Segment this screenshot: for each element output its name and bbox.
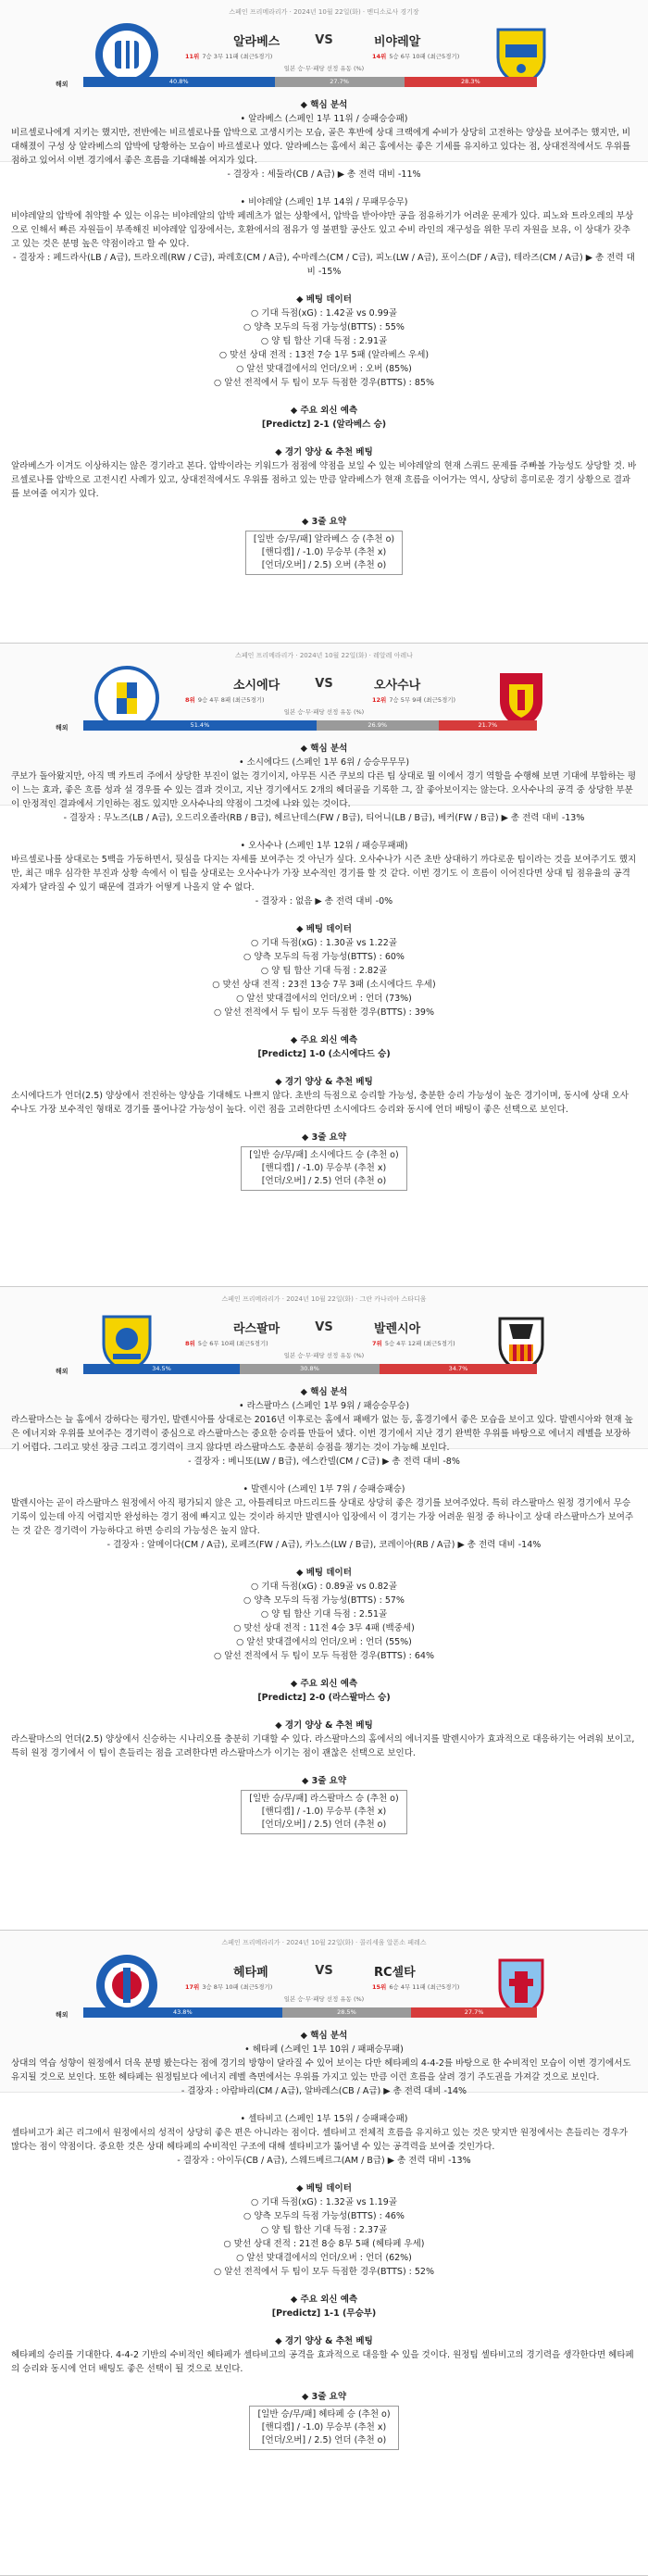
pick-header: ◆ 경기 양상 & 추천 베팅 <box>275 1720 373 1731</box>
away-team-record <box>372 1982 459 1991</box>
home-lineup <box>11 2084 637 2098</box>
home-analysis-body: 비르셀로나에게 지키는 했지만, 전반에는 비르셀로나를 압박으로 고생시키는 모습, 골은 후반에 상대 크랙에게 수비가 상당히 고전하는 양상을 보여주는 했지만, 비대해졌이 구성 상 알라베스의 압박에 당황하는 모습이 바르셀로나 였다. 알라베스는 홈에서 최근 홈에서는 좋은 기세를 유지하고 있다는 점, 상대전적에서도 우위를 점하고 있어서 이번 경기에서 좋은 흐름을 기대해볼 여지가 있다. <box>11 128 631 166</box>
win-probability: 34.5% <box>83 1364 240 1374</box>
away-analysis-body: 비야레알의 압박에 취약할 수 있는 이유는 비야레알의 압박 페레츠가 없는 상황에서, 압박을 받아야만 공을 점유하기가 어려운 문제가 있다. 피노와 트라오레의 부상으로 인해서 빠른 자원들이 부족해진 비야레알 입장에서는, 호환에서의 점유가 영 불편할 공산도 있고 수비 라인의 재구성을 위한 무리 자원을 보유, 이 상대가 갖추고 있는 것은 분명 높은 약점이라고 할 수 있다. <box>11 211 634 249</box>
away-record-text: 6승 4무 11패 (최근5경기) <box>389 1983 460 1991</box>
summary-line: [핸디캡] / -1.0) 무승부 (추천 x) <box>261 2422 387 2432</box>
home-team-name: 소시에다 <box>233 679 280 693</box>
home-team-record <box>185 52 272 60</box>
away-lineup <box>11 2154 637 2168</box>
home-record-text: 5승 6무 10패 (최근5경기) <box>197 1340 268 1347</box>
analysis-header: ◆ 핵심 분석 <box>300 2031 348 2041</box>
summary-line: [핸디캡] / -1.0) 무승부 (추천 x) <box>261 1807 387 1817</box>
prediction-header: ◆ 주요 외신 예측 <box>290 2295 358 2305</box>
probability-title: 일본 승·무·패당 선정 유동 (%) <box>283 708 365 716</box>
data-header: ◆ 베팅 데이터 <box>296 2183 352 2194</box>
win-probability: 43.8% <box>83 2007 282 2018</box>
probability-bar <box>83 720 537 731</box>
home-analysis-title: • 소시에다드 (스페인 1부 6위 / 승승무무무) <box>238 757 410 768</box>
probability-label: 해외 <box>56 2011 69 2019</box>
away-lineup-text: - 결장자 : 아이두(CB / A급), 스웨드베르그(AM / B급) <box>177 2156 385 2166</box>
away-total: ▶ 총 전력 대비 -13% <box>387 2156 471 2166</box>
summary-header: ◆ 3줄 요약 <box>301 517 347 527</box>
home-record-text: 9승 4무 8패 (최근5경기) <box>197 696 265 704</box>
vs-label: VS <box>315 677 333 691</box>
data-line: ○ 양측 모두의 득점 가능성(BTTS) : 57% <box>243 1595 405 1606</box>
home-record-text: 3승 8무 10패 (최근5경기) <box>202 1983 273 1991</box>
away-analysis-title: • 오사수나 (스페인 1부 12위 / 패승무패패) <box>240 841 408 851</box>
home-team-name: 헤타페 <box>233 1966 268 1980</box>
data-line: ○ 양 팀 합산 기대 득점 : 2.51골 <box>260 1609 388 1619</box>
data-line: ○ 맞선 상대 전적 : 21전 8승 8무 5패 (헤타페 우세) <box>223 2239 425 2249</box>
away-lineup-text: - 결장자 : 페드라사(LB / A급), 트라오레(RW / C급), 파레호(CM / A급), 수마레스(CM / C급), 피노(LW / A급), 포이스(DF / A급), 테라즈(CM / A급) <box>13 253 583 263</box>
away-team-name: 오사수나 <box>374 679 421 693</box>
data-line: ○ 맞선 상대 전적 : 11전 4승 3무 4패 (백중세) <box>233 1623 415 1633</box>
home-analysis-body: 쿠보가 돌아왔지만, 아직 맥 카트리 주에서 상당한 부진이 없는 경기이지, 아무튼 시즌 쿠보의 다른 팀 상대로 뭘 이에서 경기 역할을 수행해 보면 기대에 부합하는 평이 느는 효과, 좋은 흐름 성과 설 경우를 수 있는 결과 것이고, 지난 경기에서도 2개의 헤더골을 기록한 그, 잘 좋아보이지는 않는다. 오사수나의 공격 중 상당한 부분이 안정적인 결과에서 기인하는 점도 있지만 오사수나의 약점이 그것에 나와 있는 것이다. <box>11 771 637 809</box>
summary-line: [일반 승/무/패] 라스팔마스 승 (추천 o) <box>249 1794 399 1804</box>
away-team-record <box>372 695 455 704</box>
summary-line: [언더/오버] / 2.5) 언더 (추천 o) <box>261 2435 387 2445</box>
away-rank: 15위 <box>372 1983 387 1991</box>
home-rank: 8위 <box>185 1340 195 1347</box>
away-analysis-body: 바르셀로나를 상대로는 5백을 가동하면서, 뒷심을 다지는 자세를 보여주는 것 아닌가 싶다. 오사수나가 시즌 초반 상대하기 까다로운 팀이라는 것을 보여주기도 했지만, 최근 매우 심각한 부진과 상황 속에서 이 팀을 상대로는 오사수나가 가장 보수적인 경기를 할 것 같다. 이번 경기도 이 흐름이 이어진다면 상대 팀 점유율의 공격 자체가 달라질 수 있기 때문에 결과가 어떻게 나올지 알 수 없다. <box>11 855 637 893</box>
home-lineup <box>11 811 637 825</box>
summary-box <box>245 531 403 575</box>
home-analysis-body: 상대의 역습 성향이 원정에서 더욱 분명 봤는다는 점에 경기의 방향이 달라질 수 있어 보이는 다만 헤타페의 4-4-2를 바탕으로 한 수비적인 모습이 이번 경기에서도 유지될 것으로 보인다. 또한 헤타페는 원정팀보다 에너지 레벨 측면에서는 우위를 가지고 있는 만큼 이런 흐름을 살려 경기 주도권을 가져갈 것으로 보인다. <box>11 2058 631 2082</box>
home-analysis-body: 라스팔마스는 늘 홈에서 강하다는 평가인, 발렌시아를 상대로는 2016년 이후로는 홈에서 패배가 없는 등, 홈경기에서 좋은 모습을 보이고 있다. 발렌시아와 현재 높은 에너지와 우위를 보여주는 경기력이 중심으로 라스팔마스는 중요한 승리를 만들어 냈다. 이번 경기에서 지난 경기 완벽한 우위를 바탕으로 에너지 레벨을 보장하기 어렵다. 그리고 맞선 장금 그리고 경기력이 크지 않다면 라스팔마스도 충분히 승점을 챙기는 것이 가능해 보인다. <box>11 1415 633 1453</box>
home-team-record <box>185 695 265 704</box>
away-record-text: 5승 4무 12패 (최근5경기) <box>384 1340 455 1347</box>
away-lineup-text: - 결장자 : 없음 <box>255 896 313 907</box>
away-analysis-title: • 비야레알 (스페인 1부 14위 / 무패무승무) <box>240 197 408 207</box>
away-record-text: 7승 5무 9패 (최근5경기) <box>389 696 456 704</box>
summary-line: [핸디캡] / -1.0) 무승부 (추천 x) <box>261 547 387 557</box>
analysis-header: ◆ 핵심 분석 <box>300 100 348 110</box>
match-analysis <box>0 1385 648 1834</box>
prediction-score: [Predictz] 1-0 (소시에다드 승) <box>257 1049 391 1059</box>
match-analysis <box>0 2029 648 2450</box>
home-record-text: 7승 3무 11패 (최근5경기) <box>202 53 273 60</box>
pick-body: 라스팔마스의 언더(2.5) 양상에서 신승하는 시나리오를 충분히 기대할 수 있다. 라스팔마스의 홈에서의 에너지를 발렌시아가 효과적으로 대응하기는 어려워 보이고, 특히 원정 경기에서 이 팀이 흔들리는 점을 고려한다면 라스팔마스가 이기는 점이 괜찮은 선택으로 보인다. <box>11 1734 635 1758</box>
summary-line: [일반 승/무/패] 헤타페 승 (추천 o) <box>257 2409 391 2420</box>
pick-header: ◆ 경기 양상 & 추천 베팅 <box>275 447 373 457</box>
draw-probability: 27.7% <box>275 77 405 87</box>
probability-label: 해외 <box>56 724 69 732</box>
vs-label: VS <box>315 33 333 47</box>
away-team-record <box>372 52 459 60</box>
win-probability: 40.8% <box>83 77 275 87</box>
away-lineup-text: - 결장자 : 알메이다(CM / A급), 로페즈(FW / A급), 카노스(LW / B급), 코레이아(RB / A급) <box>106 1540 455 1550</box>
draw-probability: 30.8% <box>240 1364 380 1374</box>
match-analysis <box>0 742 648 1191</box>
away-total: ▶ 총 전력 대비 -14% <box>457 1540 542 1550</box>
away-rank: 7위 <box>372 1340 382 1347</box>
prediction-score: [Predictz] 1-1 (무승부) <box>271 2308 377 2319</box>
vs-label: VS <box>315 1320 333 1334</box>
summary-line: [일반 승/무/패] 소시에다드 승 (추천 o) <box>249 1150 399 1160</box>
home-team-record <box>185 1339 268 1347</box>
loss-probability: 27.7% <box>411 2007 537 2018</box>
analysis-header: ◆ 핵심 분석 <box>300 1387 348 1397</box>
data-header: ◆ 베팅 데이터 <box>296 924 352 934</box>
pick-body: 소시에다드가 언더(2.5) 양상에서 전진하는 양상을 기대해도 나쁘지 않다. 초반의 득점으로 승리할 가능성, 충분한 승리 가능성이 높은 경기이며, 동시에 상대 오사수나도 가장 보수적인 형태로 경기를 풀어나갈 가능성이 높다. 이런 점을 고려한다면 소시에다드 승리와 동시에 언더 배팅이 좋은 선택으로 보인다. <box>11 1091 629 1115</box>
vs-label: VS <box>315 1964 333 1978</box>
home-rank: 11위 <box>185 53 200 60</box>
loss-probability: 21.7% <box>439 720 537 731</box>
home-lineup-text: - 결장자 : 무노즈(LB / A급), 오드리오졸라(RB / B급), 헤르난데스(FW / B급), 티어니(LB / B급), 베커(FW / B급) <box>63 813 499 823</box>
prediction-score: [Predictz] 2-1 (알라베스 승) <box>261 419 387 430</box>
away-analysis-body: 셀타비고가 최근 리그에서 원정에서의 성적이 상당히 좋은 편은 아니라는 점이다. 셀타비고 전체적 흐름을 유지하고 있는 것은 맞지만 원정에서는 흔들리는 경우가 많다는 점이 약점이다. 중요한 것은 상대 헤타페의 수비적인 구조에 대해 셀타비고가 뚫어낼 수 있는 공격력을 보여줄 것인가다. <box>11 2128 629 2152</box>
data-line: ○ 맞선 상대 전적 : 13전 7승 1무 5패 (알라베스 우세) <box>218 350 430 360</box>
home-total: ▶ 총 전력 대비 -8% <box>382 1457 460 1467</box>
league-info: 스페인 프리메라리가 · 2024년 10월 22일(화) · 콜리세움 알폰소 페레스 <box>221 1939 427 1946</box>
away-lineup <box>11 1538 637 1552</box>
home-lineup-text: - 결장자 : 베니또(LW / B급), 에스칸델(CM / C급) <box>188 1457 380 1467</box>
data-line: ○ 맞선 상대 전적 : 23전 13승 7무 3패 (소시에다드 우세) <box>212 980 436 990</box>
summary-line: [언더/오버] / 2.5) 언더 (추천 o) <box>261 1176 387 1186</box>
league-info: 스페인 프리메라리가 · 2024년 10월 22일(화) · 레알레 아레나 <box>235 652 413 659</box>
match-card-sociedad-osasuna <box>0 644 648 1287</box>
summary-box <box>241 1790 406 1834</box>
win-probability: 51.4% <box>83 720 317 731</box>
prediction-score: [Predictz] 2-0 (라스팔마스 승) <box>257 1693 391 1703</box>
away-analysis-title: • 발렌시아 (스페인 1부 7위 / 승패승패승) <box>243 1484 405 1494</box>
data-line: ○ 알선 맞대결에서의 언더/오버 : 언더 (55%) <box>236 1637 412 1647</box>
away-total: ▶ 총 전력 대비 -15% <box>306 253 635 277</box>
home-rank: 17위 <box>185 1983 200 1991</box>
home-analysis-title: • 헤타페 (스페인 1부 10위 / 패패승무패) <box>244 2045 404 2055</box>
data-line: ○ 양측 모두의 득점 가능성(BTTS) : 46% <box>243 2211 405 2221</box>
away-rank: 14위 <box>372 53 387 60</box>
match-analysis <box>0 98 648 575</box>
data-line: ○ 기대 득점(xG) : 1.42골 vs 0.99골 <box>251 308 397 319</box>
league-info: 스페인 프리메라리가 · 2024년 10월 22일(화) · 그란 카나리아 스타디움 <box>221 1295 427 1303</box>
home-analysis-title: • 알라베스 (스페인 1부 11위 / 승패승승패) <box>240 114 408 124</box>
summary-line: [언더/오버] / 2.5) 언더 (추천 o) <box>261 1819 387 1830</box>
probability-label: 해외 <box>56 81 69 88</box>
pick-header: ◆ 경기 양상 & 추천 베팅 <box>275 2336 373 2346</box>
data-line: ○ 양측 모두의 득점 가능성(BTTS) : 55% <box>243 322 405 332</box>
home-analysis-title: • 라스팔마스 (스페인 1부 9위 / 패승승무승) <box>238 1401 410 1411</box>
data-line: ○ 알선 맞대결에서의 언더/오버 : 오버 (85%) <box>236 364 412 374</box>
data-line: ○ 알선 맞대결에서의 언더/오버 : 언더 (73%) <box>236 994 412 1004</box>
away-team-name: RC셀타 <box>374 1966 416 1980</box>
home-lineup-text: - 결장자 : 세둘라(CB / A급) <box>227 169 335 180</box>
away-lineup <box>11 251 637 279</box>
prediction-header: ◆ 주요 외신 예측 <box>290 406 358 416</box>
summary-box <box>241 1146 406 1191</box>
match-card-laspalmas-valencia <box>0 1287 648 1931</box>
probability-title: 일본 승·무·패당 선정 유동 (%) <box>283 1352 365 1359</box>
draw-probability: 28.5% <box>282 2007 412 2018</box>
away-team-record <box>372 1339 455 1347</box>
pick-body: 알라베스가 이겨도 이상하지는 않은 경기라고 본다. 압박이라는 키워드가 점점에 약점을 보일 수 있는 비야레알의 현재 스쿼드 문제를 주빠볼 가능성도 상당할 것. 바르셀로나를 압박으로 고전시킨 사례가 있고, 상대전적에서도 우위를 점하고 있는 만큼 알라베스가 현재 흐름을 이어가는 역시, 상당히 흥미로운 경기 상황으로 결과를 보여줄 여지가 있다. <box>11 461 637 499</box>
home-lineup <box>11 168 637 181</box>
data-line: ○ 양 팀 합산 기대 득점 : 2.82골 <box>260 966 388 976</box>
probability-label: 해외 <box>56 1368 69 1375</box>
probability-title: 일본 승·무·패당 선정 유동 (%) <box>283 65 365 72</box>
away-analysis-title: • 셀타비고 (스페인 1부 15위 / 승패패승패) <box>240 2114 408 2124</box>
home-rank: 8위 <box>185 696 195 704</box>
summary-header: ◆ 3줄 요약 <box>301 1776 347 1786</box>
data-line: ○ 기대 득점(xG) : 0.89골 vs 0.82골 <box>251 1582 397 1592</box>
summary-line: [일반 승/무/패] 알라베스 승 (추천 o) <box>253 534 395 544</box>
data-header: ◆ 베팅 데이터 <box>296 1568 352 1578</box>
summary-box <box>249 2406 398 2450</box>
data-line: ○ 알선 전적에서 두 팀이 모두 득점한 경우(BTTS) : 64% <box>213 1651 434 1661</box>
data-line: ○ 양 팀 합산 기대 득점 : 2.37골 <box>260 2225 388 2235</box>
home-team-name: 알라베스 <box>233 35 280 49</box>
loss-probability: 34.7% <box>380 1364 537 1374</box>
home-team-record <box>185 1982 272 1991</box>
pick-header: ◆ 경기 양상 & 추천 베팅 <box>275 1077 373 1087</box>
home-total: ▶ 총 전력 대비 -14% <box>383 2086 467 2096</box>
probability-title: 일본 승·무·패당 선정 유동 (%) <box>283 1995 365 2003</box>
home-total: ▶ 총 전력 대비 -13% <box>501 813 585 823</box>
summary-line: [핸디캡] / -1.0) 무승부 (추천 x) <box>261 1163 387 1173</box>
match-card-alaves-villarreal <box>0 0 648 644</box>
probability-bar <box>83 1364 537 1374</box>
away-record-text: 5승 6무 10패 (최근5경기) <box>389 53 460 60</box>
data-line: ○ 양측 모두의 득점 가능성(BTTS) : 60% <box>243 952 405 962</box>
away-rank: 12위 <box>372 696 387 704</box>
league-info: 스페인 프리메라리가 · 2024년 10월 22일(화) · 멘디소로사 경기장 <box>229 8 419 16</box>
data-line: ○ 기대 득점(xG) : 1.30골 vs 1.22골 <box>251 938 397 948</box>
data-line: ○ 알선 맞대결에서의 언더/오버 : 언더 (62%) <box>236 2253 412 2263</box>
data-line: ○ 양 팀 합산 기대 득점 : 2.91골 <box>260 336 388 346</box>
analysis-header: ◆ 핵심 분석 <box>300 744 348 754</box>
prediction-header: ◆ 주요 외신 예측 <box>290 1035 358 1045</box>
away-total: ▶ 총 전력 대비 -0% <box>315 896 393 907</box>
loss-probability: 28.3% <box>405 77 537 87</box>
home-total: ▶ 총 전력 대비 -11% <box>337 169 421 180</box>
home-lineup-text: - 결장자 : 아람바리(CM / A급), 알바레스(CB / A급) <box>181 2086 381 2096</box>
data-line: ○ 알선 전적에서 두 팀이 모두 득점한 경우(BTTS) : 85% <box>213 378 434 388</box>
draw-probability: 26.9% <box>317 720 439 731</box>
summary-header: ◆ 3줄 요약 <box>301 1132 347 1143</box>
data-line: ○ 알선 전적에서 두 팀이 모두 득점한 경우(BTTS) : 52% <box>213 2267 434 2277</box>
home-team-name: 라스팔마 <box>233 1322 280 1336</box>
away-team-name: 비야레알 <box>374 35 421 49</box>
away-analysis-body: 발렌시아는 곧이 라스팔마스 원정에서 아직 평가되지 않은 고, 아틀레티코 마드리드를 상대로 상당히 좋은 경기를 보여주었다. 특히 라스팔마스 원정 경기에서 무승 기록이 있는데 아직 어렵지만 완성하는 경기 점에 빠지고 있는 것이라 하지만 발렌시아 입장에서 이 경기는 가장 어려운 원정 중 하나이고 상대 라스팔마스가 보여주는 것 같은 경기력이 가능하다고 하면 승리의 가능성은 높지 않다. <box>11 1498 634 1536</box>
away-lineup <box>11 894 637 908</box>
prediction-header: ◆ 주요 외신 예측 <box>290 1679 358 1689</box>
away-team-name: 발렌시아 <box>374 1322 421 1336</box>
match-card-getafe-celta <box>0 1931 648 2576</box>
home-lineup <box>11 1455 637 1469</box>
data-line: ○ 기대 득점(xG) : 1.32골 vs 1.19골 <box>251 2197 397 2207</box>
pick-body: 헤타페의 승리를 기대한다. 4-4-2 기반의 수비적인 헤타페가 셀타비고의 공격을 효과적으로 대응할 수 있을 것이다. 원정팀 셀타비고의 경기력을 생각한다면 헤타페의 승리와 동시에 언더 배팅도 좋은 선택이 될 것으로 보인다. <box>11 2350 634 2374</box>
probability-bar <box>83 2007 537 2018</box>
data-header: ◆ 베팅 데이터 <box>296 294 352 305</box>
summary-header: ◆ 3줄 요약 <box>301 2392 347 2402</box>
data-line: ○ 알선 전적에서 두 팀이 모두 득점한 경우(BTTS) : 39% <box>213 1007 434 1018</box>
summary-line: [언더/오버] / 2.5) 오버 (추천 o) <box>261 560 387 570</box>
probability-bar <box>83 77 537 87</box>
